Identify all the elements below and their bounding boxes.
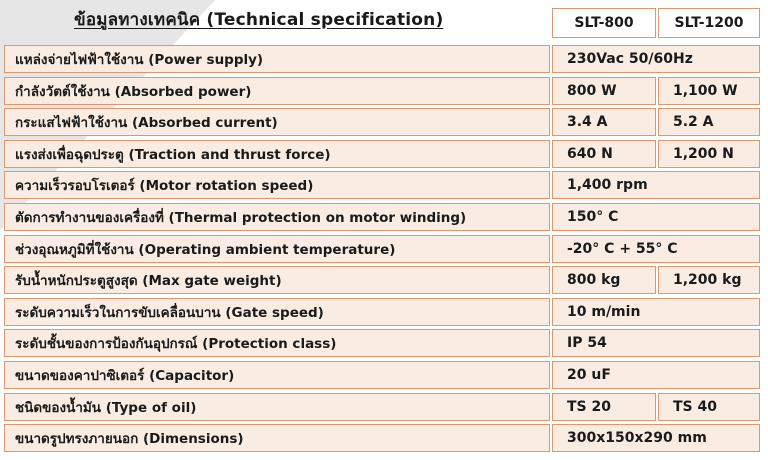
- table-row: [4, 77, 760, 105]
- table-row: [4, 298, 760, 326]
- spec-label: ระดับความเร็วในการขับเคลื่อนบาน (Gate speed): [4, 298, 550, 326]
- spec-value-slt-1200: 1,100 W: [658, 77, 760, 105]
- spec-value-slt-800: 3.4 A: [552, 108, 656, 136]
- spec-value: 10 m/min: [552, 298, 760, 326]
- spec-label: ระดับชั้นของการป้องกันอุปกรณ์ (Protection class): [4, 329, 550, 357]
- table-row: [4, 393, 760, 421]
- spec-label: ช่วงอุณหภูมิที่ใช้งาน (Operating ambient temperature): [4, 235, 550, 263]
- spec-label: ขนาดของคาปาซิเตอร์ (Capacitor): [4, 361, 550, 389]
- spec-value: -20° C + 55° C: [552, 235, 760, 263]
- table-row: [4, 361, 760, 389]
- spec-label: ตัดการทำงานของเครื่องที่ (Thermal protection on motor winding): [4, 203, 550, 231]
- spec-value: 1,400 rpm: [552, 171, 760, 199]
- table-row: [4, 45, 760, 73]
- spec-label: กำลังวัตต์ใช้งาน (Absorbed power): [4, 77, 550, 105]
- spec-value-slt-1200: 1,200 kg: [658, 266, 760, 294]
- table-row: [4, 171, 760, 199]
- spec-value-slt-800: 640 N: [552, 140, 656, 168]
- spec-label: ขนาดรูปทรงภายนอก (Dimensions): [4, 424, 550, 452]
- table-row: [4, 235, 760, 263]
- table-row: [4, 329, 760, 357]
- spec-value: 300x150x290 mm: [552, 424, 760, 452]
- spec-value-slt-1200: TS 40: [658, 393, 760, 421]
- spec-label: ความเร็วรอบโรเตอร์ (Motor rotation speed): [4, 171, 550, 199]
- table-row: [4, 108, 760, 136]
- spec-value-slt-800: 800 W: [552, 77, 656, 105]
- model-header-slt-1200: SLT-1200: [658, 8, 760, 38]
- table-row: [4, 203, 760, 231]
- spec-value-slt-1200: 5.2 A: [658, 108, 760, 136]
- table-row: [4, 140, 760, 168]
- spec-label: ชนิดของน้ำมัน (Type of oil): [4, 393, 550, 421]
- spec-value: 150° C: [552, 203, 760, 231]
- spec-value-slt-1200: 1,200 N: [658, 140, 760, 168]
- spec-label: รับน้ำหนักประตูสูงสุด (Max gate weight): [4, 266, 550, 294]
- spec-value: 230Vac 50/60Hz: [552, 45, 760, 73]
- spec-value: IP 54: [552, 329, 760, 357]
- model-header-slt-800: SLT-800: [552, 8, 656, 38]
- table-row: [4, 266, 760, 294]
- table-row: [4, 424, 760, 452]
- spec-value: 20 uF: [552, 361, 760, 389]
- page-title: ข้อมูลทางเทคนิค (Technical specification): [74, 10, 444, 30]
- spec-value-slt-800: TS 20: [552, 393, 656, 421]
- spec-label: แรงส่งเพื่อฉุดประตู (Traction and thrust force): [4, 140, 550, 168]
- spec-label: กระแสไฟฟ้าใช้งาน (Absorbed current): [4, 108, 550, 136]
- spec-label: แหล่งจ่ายไฟฟ้าใช้งาน (Power supply): [4, 45, 550, 73]
- spec-value-slt-800: 800 kg: [552, 266, 656, 294]
